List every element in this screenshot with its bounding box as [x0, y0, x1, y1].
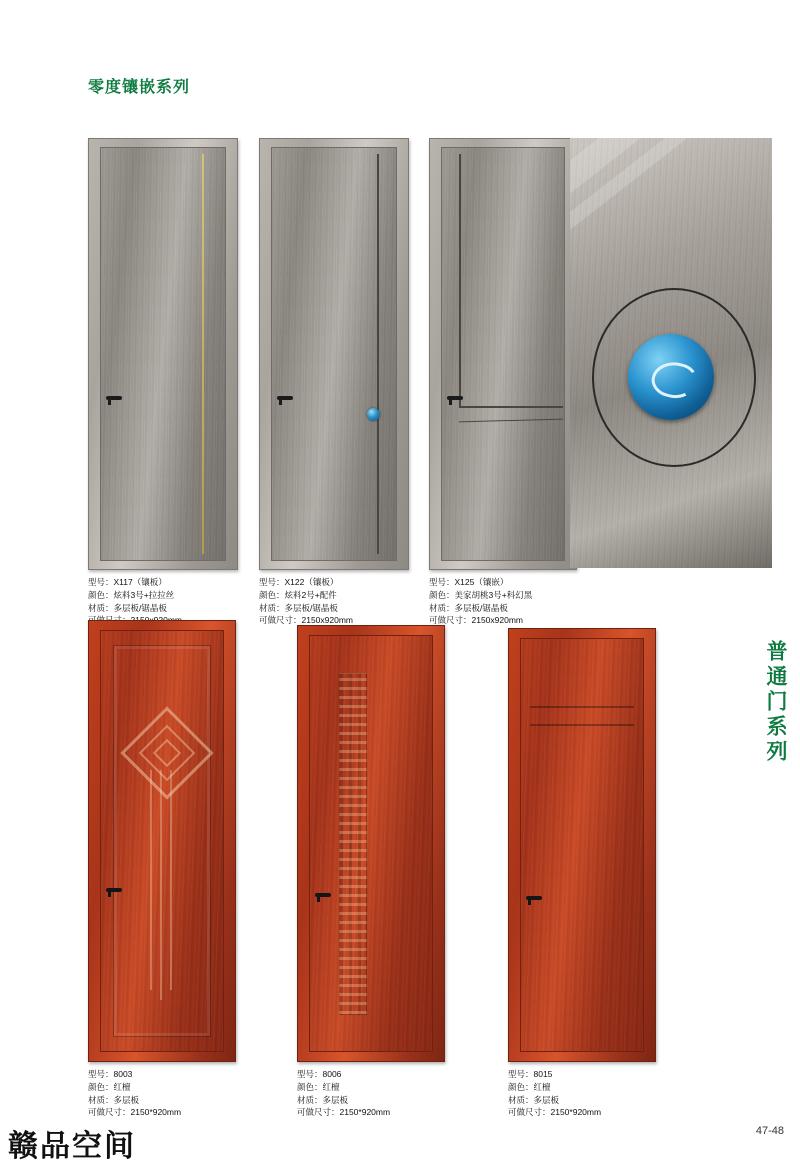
product-caption [429, 576, 624, 627]
door-image-8015 [508, 628, 656, 1062]
door-panel [100, 147, 226, 561]
product-model: 型号：8006 [297, 1069, 342, 1079]
door-image-x117 [88, 138, 238, 570]
dark-inlay-strip [459, 154, 461, 406]
door-handle [526, 896, 542, 900]
product-model: 型号：8003 [88, 1069, 133, 1079]
vertical-carving-2 [160, 770, 162, 1000]
product-size: 可做尺寸：2150x920mm [429, 615, 524, 626]
vertical-carving-3 [170, 770, 172, 990]
door-detail-photo [570, 138, 772, 568]
product-size: 可做尺寸：2150x920mm [259, 615, 354, 626]
product-model: 型号：X117（镶板） [88, 577, 167, 587]
series-side-label: 普通门系列 [764, 640, 787, 765]
page-title: 零度镶嵌系列 [88, 79, 191, 96]
product-color: 颜色：炫料2号+配件 [259, 589, 337, 600]
gold-inlay-strip [202, 154, 204, 554]
product-color: 颜色：炫料3号+拉拉丝 [88, 589, 175, 600]
door-image-x122 [259, 138, 409, 570]
panel-bevel [114, 646, 210, 1036]
greek-key-carving [339, 673, 367, 1015]
vertical-carving-1 [150, 770, 152, 990]
door-image-8006 [297, 625, 445, 1062]
product-material: 材质：多层板 [297, 1094, 349, 1105]
product-material: 材质：多层板 [88, 1094, 140, 1105]
product-material: 材质：多层板/锯晶板 [88, 602, 167, 613]
product-caption [88, 1068, 263, 1119]
product-caption [259, 576, 434, 627]
product-caption [508, 1068, 683, 1119]
product-color: 颜色：红檀 [297, 1081, 340, 1092]
product-model: 型号：8015 [508, 1069, 553, 1079]
product-model: 型号：X122（镶板） [259, 577, 339, 587]
product-material: 材质：多层板 [508, 1094, 560, 1105]
dark-inlay-cross [459, 406, 563, 408]
door-handle [106, 888, 122, 892]
product-card-x122 [259, 138, 434, 627]
door-panel [520, 638, 644, 1052]
door-panel [309, 635, 433, 1052]
product-color: 颜色：红檀 [508, 1081, 551, 1092]
product-size: 可做尺寸：2150*920mm [297, 1107, 391, 1118]
page-number: 47-48 [755, 1125, 784, 1137]
product-size: 可做尺寸：2150*920mm [508, 1107, 602, 1118]
door-handle [447, 396, 463, 400]
product-card-8003 [88, 620, 263, 1119]
door-handle [277, 396, 293, 400]
door-image-x125 [429, 138, 577, 570]
product-card-x117 [88, 138, 263, 627]
product-color: 颜色：美家胡桃3号+科幻黑 [429, 589, 533, 600]
door-handle [106, 396, 122, 400]
decorative-knob-icon [367, 408, 380, 421]
product-material: 材质：多层板/锯晶板 [259, 602, 338, 613]
dark-inlay-strip [377, 154, 379, 554]
horizontal-groove-1 [530, 706, 634, 708]
product-size: 可做尺寸：2150*920mm [88, 1107, 182, 1118]
product-model: 型号：X125（镶嵌） [429, 577, 509, 587]
product-caption [297, 1068, 472, 1119]
product-card-8006 [297, 625, 472, 1119]
door-handle [315, 893, 331, 897]
product-color: 颜色：红檀 [88, 1081, 131, 1092]
horizontal-groove-2 [530, 724, 634, 726]
brand-name: 赣品空间 [8, 1130, 136, 1163]
door-image-8003 [88, 620, 236, 1062]
product-card-8015 [508, 628, 683, 1119]
product-material: 材质：多层板/锯晶板 [429, 602, 508, 613]
